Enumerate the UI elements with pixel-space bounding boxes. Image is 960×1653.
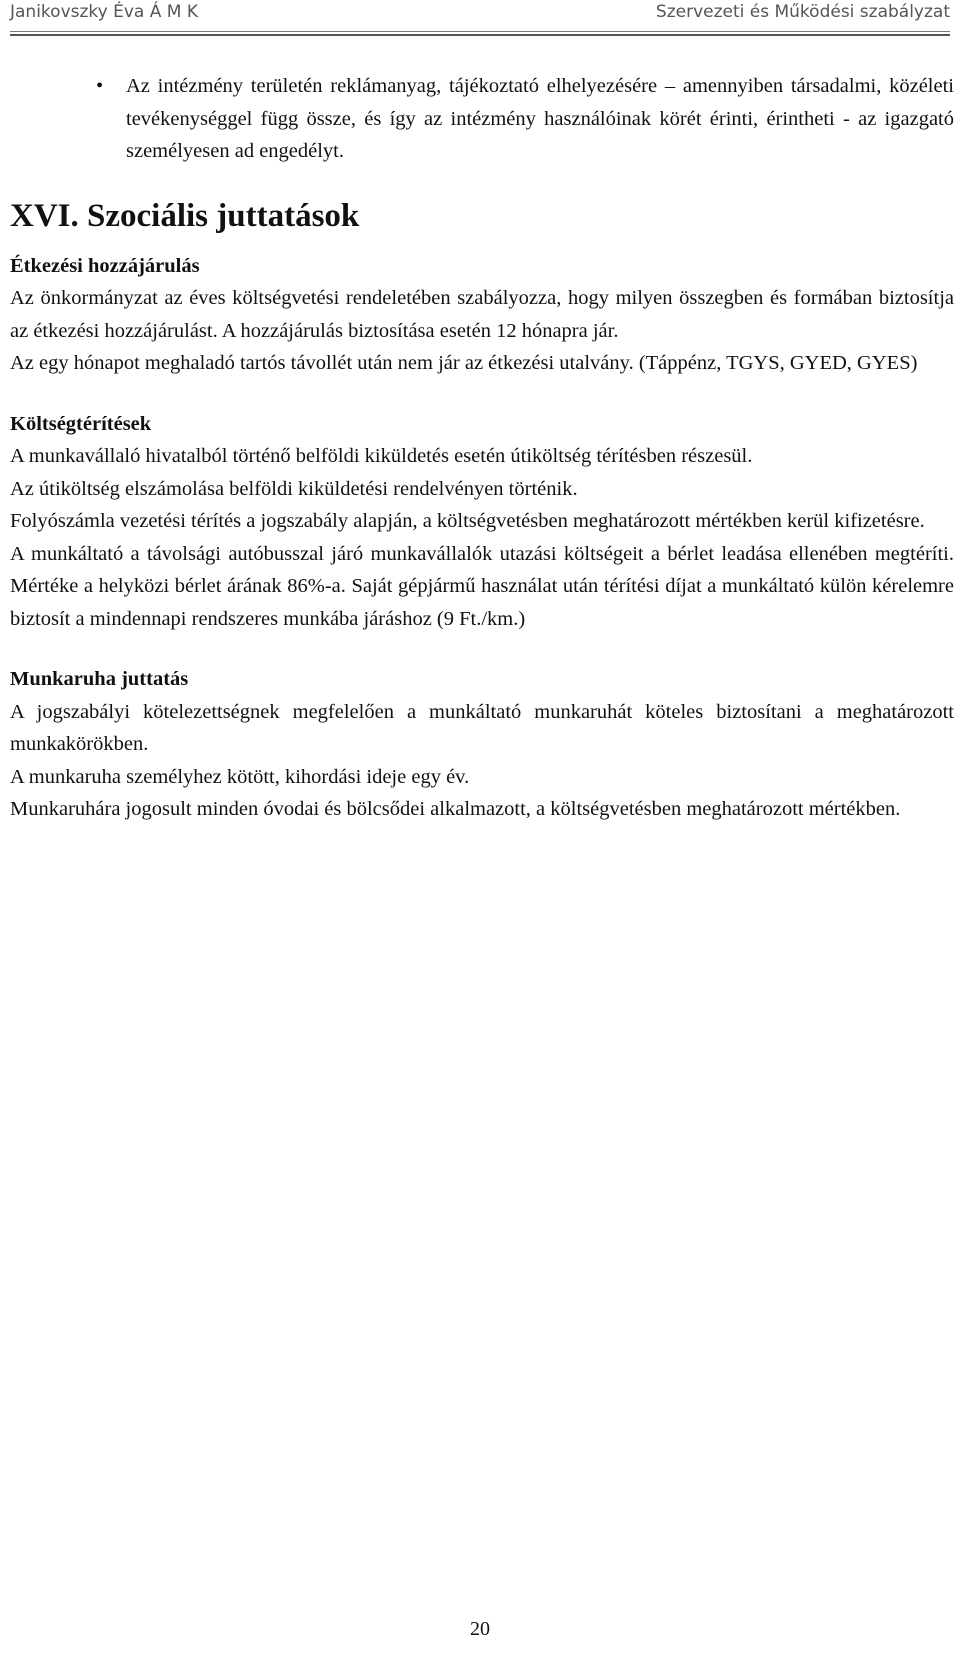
paragraph: Az önkormányzat az éves költségvetési rendeletében szabályozza, hogy milyen összegben és formában biztosítja az étkezési hozzájárulást. A hozzájárulás biztosítása esetén 12 hónapra jár. (10, 287, 954, 342)
paragraph: A munkavállaló hivatalból történő belföldi kiküldetés esetén útiköltség térítésben részesül. (10, 445, 753, 467)
section-koltsegteritesek (10, 408, 954, 636)
running-header (0, 0, 960, 40)
chapter-number: XVI. (10, 197, 79, 234)
chapter-title: Szociális juttatások (87, 197, 360, 234)
header-rule (10, 31, 950, 32)
paragraph: Munkaruhára jogosult minden óvodai és bölcsődei alkalmazott, a költségvetésben meghatározott mértékben. (10, 798, 901, 820)
section-heading: Munkaruha juttatás (10, 668, 189, 690)
paragraph: A jogszabályi kötelezettségnek megfelelően a munkáltató munkaruhát köteles biztosítani a meghatározott munkakörökben. (10, 700, 954, 755)
paragraph: A munkaruha személyhez kötött, kihordási ideje egy év. (10, 765, 470, 788)
page-number: 20 (470, 1618, 490, 1640)
paragraph: Az egy hónapot meghaladó tartós távollét után nem jár az étkezési utalvány. (Táppénz, TGYS, GYED, GYES) (10, 352, 918, 374)
paragraph: Folyószámla vezetési térítés a jogszabály alapján, a költségvetésben meghatározott mértékben kerül kifizetésre. (10, 510, 925, 532)
header-left-text: Janikovszky Éva Á M K (10, 2, 198, 22)
section-heading: Költségtérítések (10, 412, 152, 435)
header-right-text: Szervezeti és Működési szabályzat (655, 2, 950, 22)
bullet-text: Az intézmény területén reklámanyag, tájékoztató elhelyezésére – amennyiben társadalmi, közéleti tevékenységgel függ össze, és így az intézmény használóinak körét érinti, érintheti - az igazgató személyesen ad engedélyt. (126, 75, 954, 162)
chapter-heading (10, 196, 954, 236)
paragraph: A munkáltató a távolsági autóbusszal járó munkavállalók utazási költségeit a bérlet leadása ellenében megtéríti. Mértéke a helyközi bérlet árának 86%-a. Saját gépjármű használat után térítési díjat a munkáltató külön kérelemre biztosít a mindennapi rendszeres munkába járáshoz (9 Ft./km.) (10, 542, 954, 630)
bullet-icon: • (96, 75, 104, 97)
section-munkaruha (10, 663, 954, 826)
section-etkezesi (10, 250, 954, 380)
paragraph: Az útiköltség elszámolása belföldi kiküldetési rendelvényen történik. (10, 477, 578, 500)
header-rule-thick (10, 34, 950, 36)
bullet-item (10, 70, 954, 168)
document-body (10, 70, 954, 826)
section-heading: Étkezési hozzájárulás (10, 254, 200, 277)
